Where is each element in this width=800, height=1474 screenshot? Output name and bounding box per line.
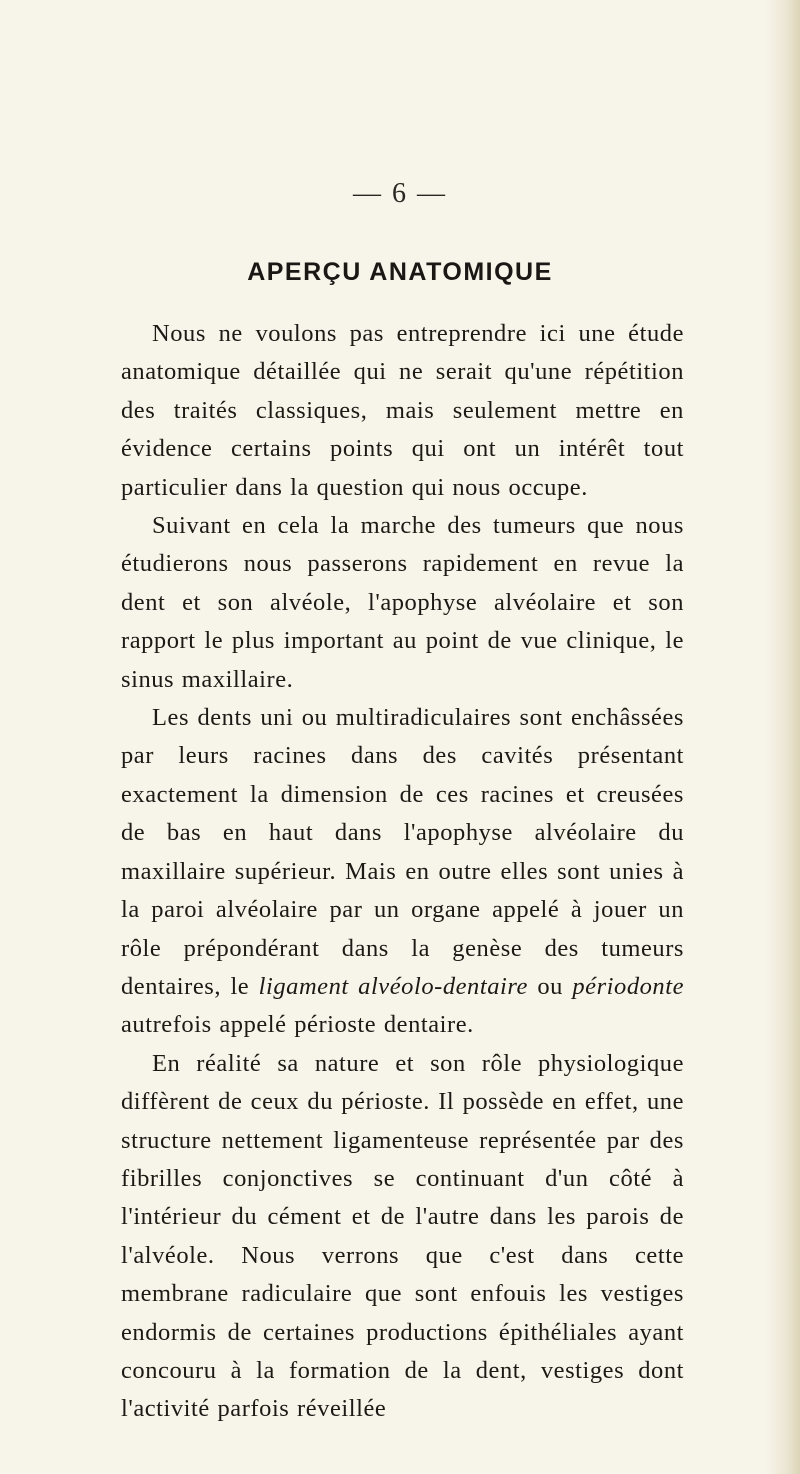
paragraph-3-text-end: autrefois appelé périoste dentaire. [121,1011,474,1039]
paragraph-1: Nous ne voulons pas entreprendre ici une étude anatomique détaillée qui ne serait qu'une répétition des traités classiques, mais seulement mettre en évidence certains points qui ont un intérêt tout particulier dans la question qui nous occupe. [121,320,684,501]
paragraph-3-conjunction: ou [527,972,573,1000]
section-title: APERÇU ANATOMIQUE [247,258,553,286]
paragraph-4: En réalité sa nature et son rôle physiologique diffèrent de ceux du périoste. Il possède en effet, une structure nettement ligamenteuse représentée par des fibrilles conjonctives se continuant d'un côté à l'intérieur du cément et de l'autre dans les parois de l'alvéole. Nous verrons que c'est dans cette membrane radiculaire que sont enfouis les vestiges endormis de certaines productions épithéliales ayant concouru à la formation de la dent, vestiges dont l'activité parfois réveillée [121,1049,684,1423]
paragraph-3-text-start: Les dents uni ou multiradiculaires sont enchâssées par leurs racines dans des cavités présentant exactement la dimension de ces racines et creusées de bas en haut dans l'apophyse alvéolaire du maxillaire supérieur. Mais en outre elles sont unies à la paroi alvéolaire par un organe appelé à jouer un rôle prépondérant dans la genèse des tumeurs dentaires, le [121,704,684,1000]
page-edge-shadow [766,0,800,1474]
body-text [121,315,684,1429]
term-periodonte: périodonte [572,972,685,1000]
paragraph-3 [121,699,684,1045]
paragraph-2: Suivant en cela la marche des tumeurs que nous étudierons nous passerons rapidement en revue la dent et son alvéole, l'apophyse alvéolaire et son rapport le plus important au point de vue clinique, le sinus maxillaire. [121,512,684,693]
page-number: — 6 — [353,178,447,209]
term-ligament: ligament alvéolo-dentaire [258,972,528,1000]
